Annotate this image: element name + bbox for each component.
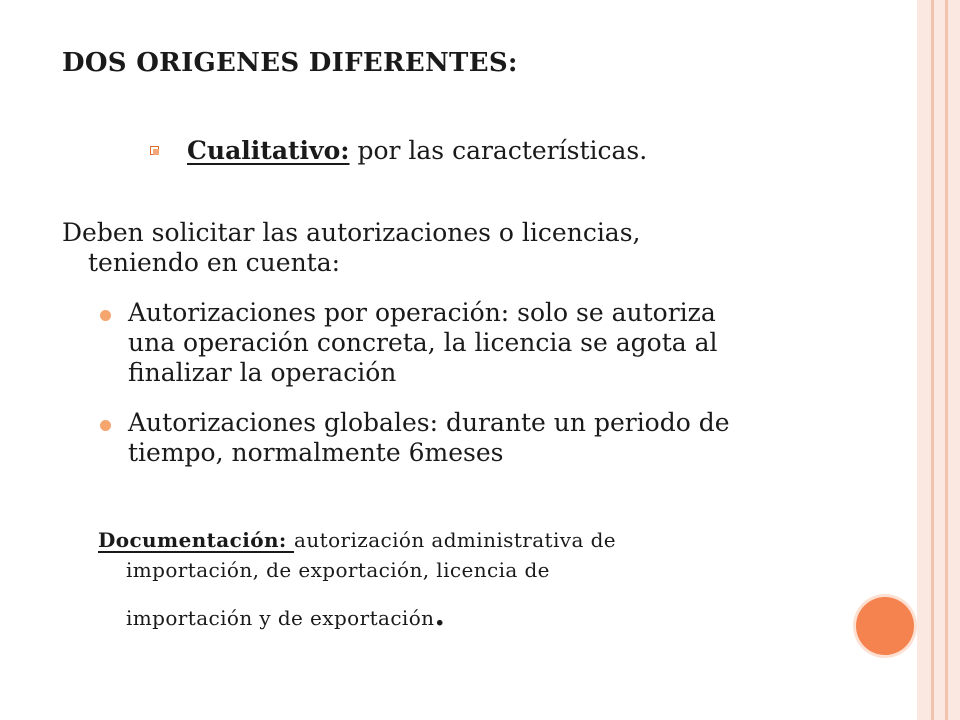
qualitative-key: Cualitativo:	[187, 136, 350, 165]
bullet-2-line-1: Autorizaciones globales: durante un periodo de	[128, 408, 730, 437]
documentation-key: Documentación:	[98, 528, 295, 552]
square-bullet-icon	[150, 146, 159, 155]
documentation-line-2: importación, de exportación, licencia de	[126, 558, 550, 582]
orange-circle-ornament	[856, 597, 914, 655]
documentation-period: .	[434, 598, 446, 633]
authorization-list	[100, 298, 820, 488]
documentation-line-3-wrap	[98, 598, 808, 633]
bullet-2-line-2: tiempo, normalmente 6meses	[128, 438, 504, 467]
qualitative-item	[150, 136, 647, 165]
slide-title: DOS ORIGENES DIFERENTES:	[62, 48, 518, 78]
intro-line-2: teniendo en cuenta:	[88, 248, 341, 277]
list-item	[100, 408, 820, 468]
intro-line-1: Deben solicitar las autorizaciones o licencias,	[62, 218, 641, 247]
intro-paragraph	[62, 218, 822, 278]
qualitative-text: por las características.	[349, 136, 648, 165]
documentation-paragraph	[98, 525, 808, 633]
bullet-1-line-2: una operación concreta, la licencia se agota al	[128, 328, 718, 357]
bullet-dot-icon	[100, 420, 111, 431]
border-line-right	[945, 0, 948, 720]
documentation-line-3: importación y de exportación	[126, 606, 435, 630]
bullet-dot-icon	[100, 310, 111, 321]
documentation-line-1: autorización administrativa de	[294, 528, 617, 552]
bullet-1-line-1: Autorizaciones por operación: solo se autoriza	[128, 298, 716, 327]
decorative-border	[917, 0, 960, 720]
border-line-left	[931, 0, 934, 720]
bullet-1-line-3: finalizar la operación	[128, 358, 397, 387]
list-item	[100, 298, 820, 388]
